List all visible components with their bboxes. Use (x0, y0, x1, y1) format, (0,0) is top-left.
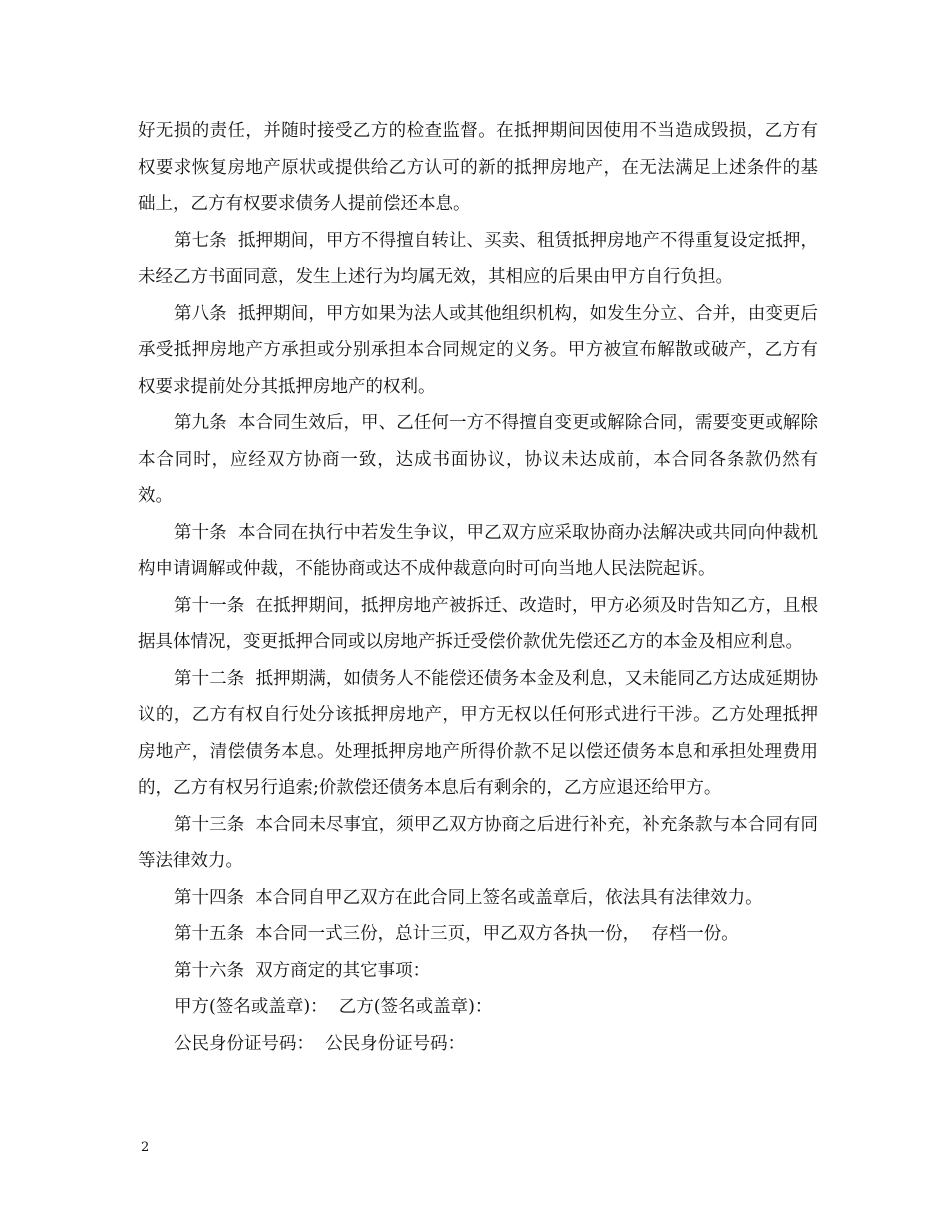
clause-13: 第十三条 本合同未尽事宜，须甲乙双方协商之后进行补充，补充条款与本合同有同等法律效力。 (138, 814, 818, 871)
clause-9: 第九条 本合同生效后，甲、乙任何一方不得擅自变更或解除合同，需要变更或解除本合同时，应经双方协商一致，达成书面协议，协议未达成前，本合同各条款仍然有效。 (138, 413, 818, 506)
signature-line: 甲方(签名或盖章)： 乙方(签名或盖章)： (174, 997, 493, 1017)
document-body (138, 113, 818, 1062)
page-number: 2 (141, 1140, 150, 1155)
clause-8: 第八条 抵押期间，甲方如果为法人或其他组织机构，如发生分立、合并，由变更后承受抵押房地产方承担或分别承担本合同规定的义务。甲方被宣布解散或破产，乙方有权要求提前处分其抵押房地产的权利。 (138, 303, 818, 397)
clause-7: 第七条 抵押期间，甲方不得擅自转让、买卖、租赁抵押房地产不得重复设定抵押，未经乙方书面同意，发生上述行为均属无效，其相应的后果由甲方自行负担。 (138, 230, 818, 287)
clause-16: 第十六条 双方商定的其它事项： (174, 960, 431, 981)
id-number-line: 公民身份证号码： 公民身份证号码： (174, 1033, 466, 1054)
clause-12: 第十二条 抵押期满，如债务人不能偿还债务本金及利息，又未能同乙方达成延期协议的，乙方有权自行处分该抵押房地产，甲方无权以任何形式进行干涉。乙方处理抵押房地产，清偿债务本息。处理抵押房地产所得价款不足以偿还债务本息和承担处理费用的，乙方有权另行追索;价款偿还债务本息后有剩余的，乙方应退还给甲方。 (138, 668, 818, 798)
paragraph-continuation: 好无损的责任，并随时接受乙方的检查监督。在抵押期间因使用不当造成毁损，乙方有权要求恢复房地产原状或提供给乙方认可的新的抵押房地产，在无法满足上述条件的基础上，乙方有权要求债务人提前偿还本息。 (138, 121, 818, 214)
clause-15: 第十五条 本合同一式三份，总计三页，甲乙双方各执一份， 存档一份。 (174, 924, 739, 944)
clause-10: 第十条 本合同在执行中若发生争议，甲乙双方应采取协商办法解决或共同向仲裁机构申请调解或仲裁，不能协商或达不成仲裁意向时可向当地人民法院起诉。 (138, 522, 818, 579)
clause-11: 第十一条 在抵押期间，抵押房地产被拆迁、改造时，甲方必须及时告知乙方，且根据具体情况，变更抵押合同或以房地产拆迁受偿价款优先偿还乙方的本金及相应利息。 (138, 595, 818, 652)
clause-14: 第十四条 本合同自甲乙双方在此合同上签名或盖章后，依法具有法律效力。 (174, 887, 763, 908)
